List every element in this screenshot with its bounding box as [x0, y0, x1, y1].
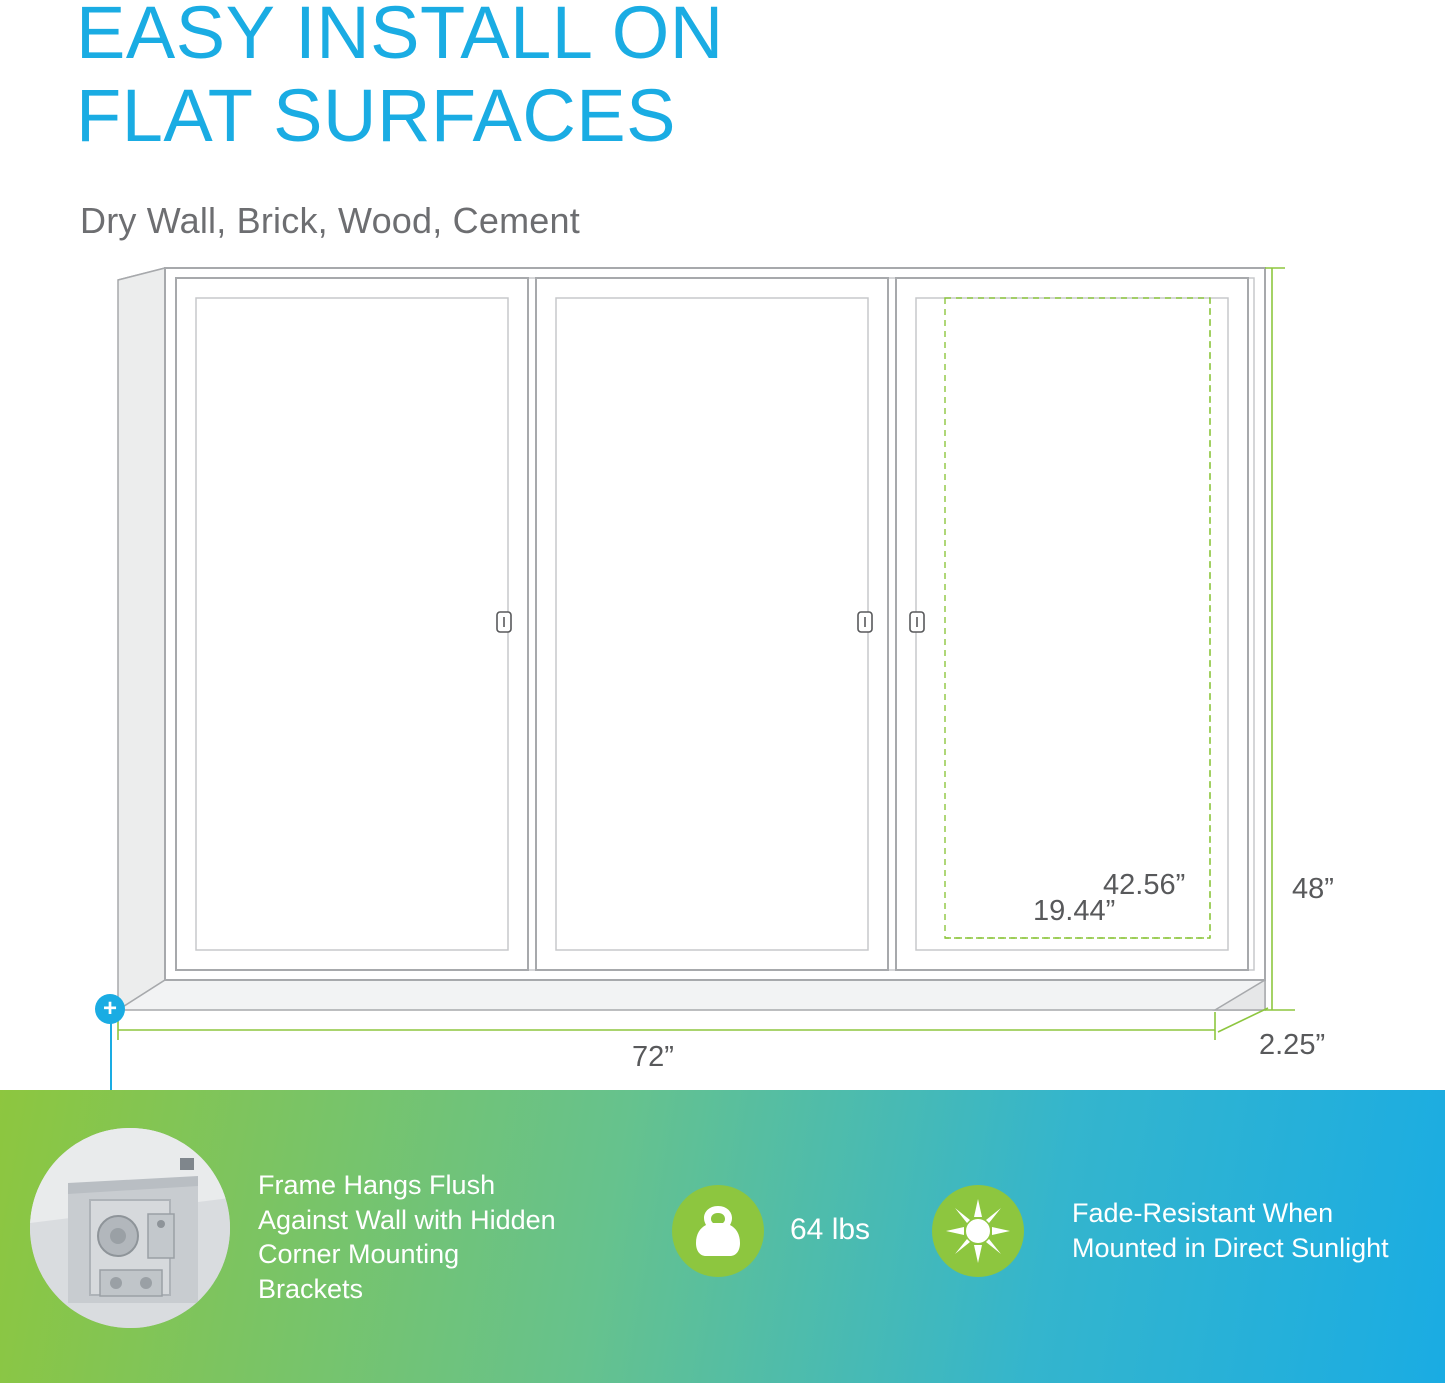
dimension-label-height: 48” — [1292, 873, 1334, 905]
product-diagram — [0, 250, 1445, 1080]
sun-icon — [946, 1199, 1010, 1263]
dimension-label-width: 72” — [632, 1041, 674, 1073]
bracket-caption: Frame Hangs Flush Against Wall with Hidden Corner Mounting Brackets — [258, 1170, 556, 1304]
page-subheadline: Dry Wall, Brick, Wood, Cement — [80, 200, 580, 241]
mounting-bracket-photo — [30, 1128, 230, 1328]
page-headline — [76, 0, 976, 158]
kettlebell-weight-icon — [690, 1204, 746, 1258]
dimension-label-interior-height: 42.56” — [1103, 869, 1186, 901]
door-1-lock — [497, 612, 511, 632]
weight-badge — [672, 1185, 764, 1277]
plus-marker-icon: + — [95, 994, 125, 1024]
door-2-lock — [858, 612, 872, 632]
sun-label: Fade-Resistant When Mounted in Direct Sunlight — [1072, 1198, 1389, 1264]
dimension-label-interior-width: 19.44” — [1033, 895, 1116, 927]
headline-line-1: EASY INSTALL ON — [76, 0, 724, 74]
sun-badge — [932, 1185, 1024, 1277]
dimension-label-depth: 2.25” — [1259, 1029, 1326, 1061]
door-3-lock — [910, 612, 924, 632]
weight-label: 64 lbs — [790, 1213, 871, 1246]
headline-line-2: FLAT SURFACES — [76, 73, 677, 157]
